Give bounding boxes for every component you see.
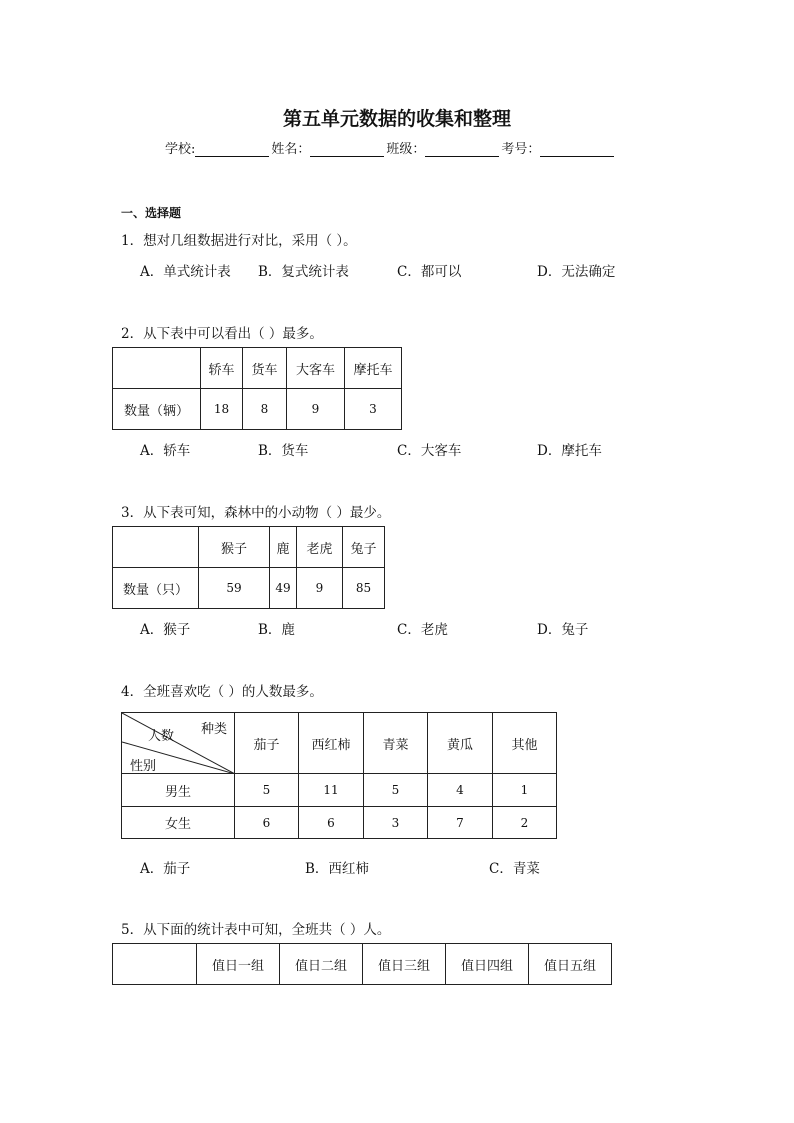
student-info-line (165, 138, 616, 157)
table-cell: 49 (270, 568, 297, 609)
name-blank[interactable] (310, 142, 384, 157)
corner-label-category: 种类 (201, 722, 228, 737)
question-5-text: 5．从下面的统计表中可知，全班共（ ）人。 (121, 922, 391, 938)
q2-option-a[interactable]: A．轿车 (140, 443, 191, 459)
table-cell: 3 (345, 389, 402, 430)
q1-option-b[interactable]: B．复式统计表 (258, 264, 349, 280)
class-blank[interactable] (425, 142, 499, 157)
table-cell: 猴子 (199, 527, 270, 568)
q4-option-b[interactable]: B．西红柿 (305, 861, 369, 877)
table-cell: 85 (343, 568, 385, 609)
table-cell: 9 (297, 568, 343, 609)
table-cell: 2 (493, 807, 557, 839)
table-cell: 兔子 (343, 527, 385, 568)
class-label: 班级： (386, 142, 426, 157)
table-row (113, 389, 402, 430)
q3-option-a[interactable]: A．猴子 (140, 622, 191, 638)
question-3-text: 3．从下表可知，森林中的小动物（ ）最少。 (121, 505, 391, 521)
table-cell: 女生 (122, 807, 235, 839)
table-cell: 青菜 (364, 713, 428, 774)
number-label: 考号： (501, 142, 541, 157)
table-cell: 轿车 (201, 348, 243, 389)
table-cell (113, 348, 201, 389)
page-title: 第五单元数据的收集和整理 (282, 108, 511, 130)
table-row (113, 348, 402, 389)
question-1-text: 1．想对几组数据进行对比，采用（ ）。 (121, 233, 357, 249)
table-cell: 老虎 (297, 527, 343, 568)
table-row (113, 944, 612, 985)
table-cell: 11 (299, 774, 364, 807)
table-cell: 其他 (493, 713, 557, 774)
table-cell: 黄瓜 (428, 713, 493, 774)
table-cell: 3 (364, 807, 428, 839)
question-4-text: 4．全班喜欢吃（ ）的人数最多。 (121, 684, 323, 700)
table-cell: 茄子 (235, 713, 299, 774)
table-cell: 数量（辆） (113, 389, 201, 430)
table-row (113, 527, 385, 568)
q2-option-b[interactable]: B．货车 (258, 443, 309, 459)
table-cell: 西红柿 (299, 713, 364, 774)
table-cell: 鹿 (270, 527, 297, 568)
table-cell: 6 (299, 807, 364, 839)
q3-option-b[interactable]: B．鹿 (258, 622, 295, 638)
table-row (122, 807, 557, 839)
q1-option-c[interactable]: C．都可以 (397, 264, 462, 280)
table-cell (113, 944, 197, 985)
table-row (113, 568, 385, 609)
q4-option-c[interactable]: C．青菜 (489, 861, 540, 877)
table-cell: 大客车 (287, 348, 345, 389)
q2-option-c[interactable]: C．大客车 (397, 443, 462, 459)
corner-label-count: 人数 (148, 729, 175, 744)
table-cell: 59 (199, 568, 270, 609)
table-cell: 18 (201, 389, 243, 430)
q4-table (121, 712, 557, 839)
table-cell: 5 (364, 774, 428, 807)
school-label: 学校: (165, 142, 196, 157)
table-cell: 8 (243, 389, 287, 430)
table-cell: 摩托车 (345, 348, 402, 389)
name-label: 姓名： (271, 142, 311, 157)
table-cell: 4 (428, 774, 493, 807)
q3-option-c[interactable]: C．老虎 (397, 622, 448, 638)
table-cell: 9 (287, 389, 345, 430)
q3-option-d[interactable]: D．兔子 (537, 622, 589, 638)
table-cell: 货车 (243, 348, 287, 389)
question-2-text: 2．从下表中可以看出（ ）最多。 (121, 326, 323, 342)
table-cell (113, 527, 199, 568)
number-blank[interactable] (540, 142, 614, 157)
table-cell: 值日一组 (197, 944, 280, 985)
section-heading: 一、选择题 (121, 206, 182, 220)
table-cell: 数量（只） (113, 568, 199, 609)
table-cell: 5 (235, 774, 299, 807)
table-row (122, 774, 557, 807)
table-cell: 值日五组 (529, 944, 612, 985)
corner-label-gender: 性别 (130, 759, 157, 774)
table-cell: 值日二组 (280, 944, 363, 985)
q2-option-d[interactable]: D．摩托车 (537, 443, 602, 459)
table-corner-cell (122, 713, 235, 774)
table-cell: 男生 (122, 774, 235, 807)
q1-option-a[interactable]: A．单式统计表 (140, 264, 231, 280)
q5-table (112, 943, 612, 985)
table-cell: 7 (428, 807, 493, 839)
q4-option-a[interactable]: A．茄子 (140, 861, 191, 877)
table-cell: 6 (235, 807, 299, 839)
table-cell: 值日四组 (446, 944, 529, 985)
table-cell: 值日三组 (363, 944, 446, 985)
table-cell: 1 (493, 774, 557, 807)
q2-table (112, 347, 402, 430)
q1-option-d[interactable]: D．无法确定 (537, 264, 616, 280)
school-blank[interactable] (195, 142, 269, 157)
q3-table (112, 526, 385, 609)
table-row (122, 713, 557, 774)
